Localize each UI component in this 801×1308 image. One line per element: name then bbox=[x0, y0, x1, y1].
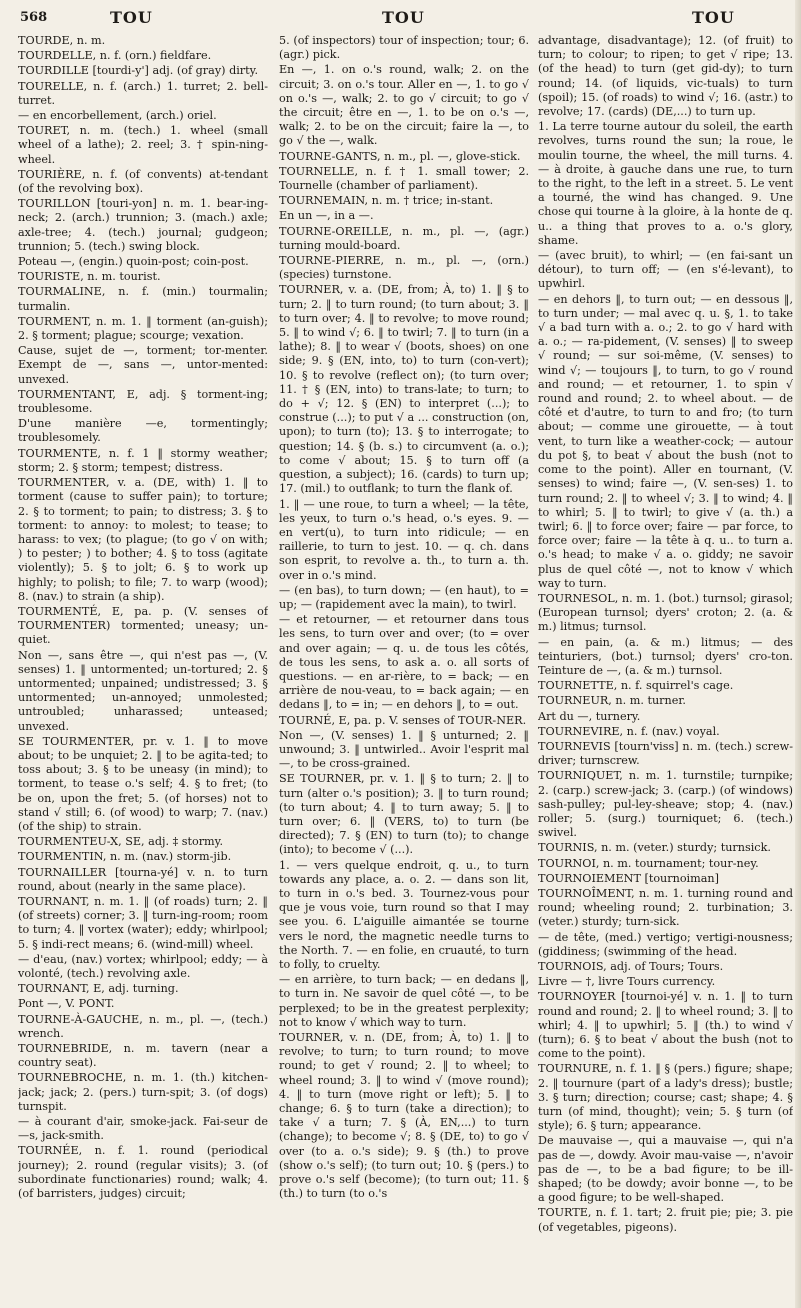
dictionary-entry: TOURNANT, E, adj. turning. bbox=[18, 982, 179, 996]
dictionary-entry: TOURNEVIRE, n. f. (nav.) voyal. bbox=[538, 724, 720, 738]
dictionary-entry: TOURNER, v. a. (DE, from; À, to) 1. ‖ § to turn; 2. ‖ to turn round; (to turn about; 3. ‖ to turn over; 4. ‖ to revolve; to move round; 5. ‖ to wind √; 6. ‖ to twirl; 7. ‖ to turn (in a lathe); 8. ‖ to wear √ (boots, shoes) on one side; 9. § (EN, into, to) to turn (con-vert); 10. § to revolve (reflect on); (to turn over; 11. † § (EN, into) to trans-late; to turn; to do + √; 12. § (EN) to interpret (...); to construe (...); to put √ a ... construction (on, upon); to turn (to); 13. § to interrogate; to question; 14. § (b. s.) to circumvent (a. o.); to come √ about; 15. § to turn off (a question, a subject); 16. (cards) to turn up; 17. (mil.) to outflank; to turn the flank of. bbox=[279, 283, 529, 496]
column-left bbox=[18, 34, 268, 1296]
dictionary-entry: TOURNIS, n. m. (veter.) sturdy; turnsick. bbox=[538, 841, 771, 855]
dictionary-entry: TOURNAILLER [tourna-yé] v. n. to turn round, about (nearly in the same place). bbox=[18, 865, 268, 893]
dictionary-entry: — et retourner, — et retourner dans tous les sens, to turn over and over; (to = over and over again; — q. u. de tous les côtés, de tous les sens, to ask a. o. all sorts of questions. — en ar-rière, to = back; — en arrière de nou-veau, to = back again; — en dedans ‖, to = in; — en dehors ‖, to = out. bbox=[279, 613, 529, 712]
dictionary-entry: TOURNEVIS [tourn'viss] n. m. (tech.) screw-driver; turnscrew. bbox=[538, 739, 793, 768]
dictionary-entry: TOURNE-PIERRE, n. m., pl. —, (orn.) (species) turnstone. bbox=[279, 254, 529, 282]
dictionary-entry: Pont —, V. PONT. bbox=[18, 997, 115, 1011]
dictionary-entry: TOURNEBRIDE, n. m. tavern (near a country seat). bbox=[18, 1042, 268, 1070]
dictionary-entry: TOURDE, n. m. bbox=[18, 34, 106, 47]
dictionary-entry: TOURNOIS, adj. of Tours; Tours. bbox=[538, 960, 724, 973]
dictionary-entry: D'une manière —e, tormentingly; troublesomely. bbox=[18, 417, 268, 445]
dictionary-entry: TOURNETTE, n. f. squirrel's cage. bbox=[538, 679, 734, 693]
page-edge bbox=[795, 0, 801, 1308]
running-header bbox=[0, 8, 801, 32]
dictionary-entry: TOURNE-OREILLE, n. m., pl. —, (agr.) turning mould-board. bbox=[279, 224, 529, 252]
dictionary-entry: — de tête, (med.) vertigo; vertigi-nousness; (giddiness; (swimming of the head. bbox=[538, 930, 793, 958]
dictionary-entry: 1. ‖ — une roue, to turn a wheel; — la tête, les yeux, to turn o.'s head, o.'s eyes. 9. — en vert(u), to turn into ridicule; — en raillerie, to turn to jest. 10. — q. ch. dans son esprit, to revolve a. th., to turn a. th. over in o.'s mind. bbox=[279, 497, 529, 582]
dictionary-entry: Poteau —, (engin.) quoin-post; coin-post. bbox=[18, 255, 249, 269]
running-head-right: TOU bbox=[692, 8, 735, 27]
dictionary-entry: TOURISTE, n. m. tourist. bbox=[18, 270, 161, 284]
column-middle bbox=[279, 34, 529, 1296]
dictionary-entry: TOURMENTER, v. a. (DE, with) 1. ‖ to torment (cause to suffer pain); to torture; 2. § to torment; to pain; to distress; 3. § to torment: to annoy: to molest; to tease; to harass: to vex; (to plague; (to go √ on with; ) to pester; ) to bother; 4. § to toss (agitate violently); 5. § to jolt; 6. § to work up highly; to polish; to file; 7. to warp (wood); 8. (nav.) to strain (a ship). bbox=[18, 476, 268, 603]
dictionary-entry: TOURIÈRE, n. f. (of convents) at-tendant (of the revolving box). bbox=[18, 167, 268, 196]
dictionary-entry: TOURMENTIN, n. m. (nav.) storm-jib. bbox=[18, 850, 232, 864]
dictionary-entry: — à courant d'air, smoke-jack. Fai-seur de —s, jack-smith. bbox=[18, 1115, 268, 1143]
dictionary-entry: 1. — vers quelque endroit, q. u., to turn towards any place, a. o. 2. — dans son lit, to turn in o.'s bed. 3. Tournez-vous pour que je vous voie, turn round so that I may see you. 6. L'aiguille aimantée se tourne vers le nord, the magnetic needle turns to the North. 7. — en folie, en cruauté, to turn to folly, to cruelty. bbox=[279, 858, 529, 971]
dictionary-entry: — en pain, (a. & m.) litmus; — des teinturiers, (bot.) turnsol; dyers' cro-ton. Teinture de —, (a. & m.) turnsol. bbox=[538, 635, 793, 677]
dictionary-entry: TOURMENTE, n. f. 1 ‖ stormy weather; storm; 2. § storm; tempest; distress. bbox=[18, 446, 268, 474]
dictionary-entry: Cause, sujet de —, torment; tor-menter. Exempt de —, sans —, untor-mented: unvexed. bbox=[18, 344, 268, 386]
dictionary-entry: TOURNE-GANTS, n. m., pl. —, glove-stick. bbox=[279, 149, 521, 163]
dictionary-entry: TOURET, n. m. (tech.) 1. wheel (small wheel of a lathe); 2. reel; 3. † spin-ning-wheel. bbox=[18, 124, 268, 166]
dictionary-entry: TOURMENTANT, E, adj. § torment-ing; troublesome. bbox=[18, 387, 268, 416]
dictionary-entry: — en dehors ‖, to turn out; — en dessous ‖, to turn under; — mal avec q. u. §, 1. to take √ a bad turn with a. o.; 2. to go √ hard with a. o.; — ra-pidement, (V. senses) ‖ to sweep √ round; — sur soi-même, (V. senses) to wind √; — toujours ‖, to turn, to go √ round and round; — et retourner, 1. to spin √ round and round; 2. to wheel about. — de côté et d'autre, to turn to and fro; (to turn about; — comme une girouette, — à tout vent, to turn like a weather-cock; — autour du pot §, to beat √ about the bush (not to come to the point). Aller en tournant, (V. senses) to wind; faire —, (V. sen-ses) 1. to turn round; 2. ‖ to wheel √; 3. ‖ to wind; 4. ‖ to whirl; 5. ‖ to twirl; to give √ (a. th.) a twirl; 6. ‖ to force over; faire — par force, to force over; faire — la tête à q. u.. to turn a. o.'s head; to make √ a. o. giddy; ne savoir plus de quel côté —, not to know √ which way to turn. bbox=[538, 292, 793, 590]
dictionary-entry: Non —, sans être —, qui n'est pas —, (V. senses) 1. ‖ untormented; un-tortured; 2. § untormented; unpained; undistressed; 3. § untormented; un-annoyed; unmolested; untroubled; unharassed; unteased; unvexed. bbox=[18, 648, 268, 733]
dictionary-entry: De mauvaise —, qui a mauvaise —, qui n'a pas de —, dowdy. Avoir mau-vaise —, n'avoir pas de —, to be a bad figure; to be ill-shaped; (to be dowdy; avoir bonne —, to be a good figure; to be well-shaped. bbox=[538, 1134, 793, 1205]
dictionary-entry: — (avec bruit), to whirl; — (en fai-sant un détour), to turn off; — (en s'é-levant), to upwhirl. bbox=[538, 249, 793, 291]
dictionary-entry: TOURMALINE, n. f. (min.) tourmalin; turmalin. bbox=[18, 285, 268, 313]
dictionary-entry: TOURNOÎMENT, n. m. 1. turning round and round; wheeling round; 2. turbination; 3. (veter.) sturdy; turn-sick. bbox=[538, 886, 793, 929]
dictionary-entry: TOURNIQUET, n. m. 1. turnstile; turnpike; 2. (carp.) screw-jack; 3. (carp.) (of windows) sash-pulley; pul-ley-sheave; stop; 4. (nav.) roller; 5. (surg.) tourniquet; 6. (tech.) swivel. bbox=[538, 769, 793, 840]
dictionary-entry: En —, 1. on o.'s round, walk; 2. on the circuit; 3. on o.'s tour. Aller en —, 1. to go √ on o.'s —, walk; 2. to go √ circuit; to go √ the circuit; être en —, 1. to be on o.'s —, walk; 2. to be on the circuit; faire la —, to go √ the —, walk. bbox=[279, 63, 529, 148]
dictionary-entry: TOURNÉE, n. f. 1. round (periodical journey); 2. round (regular visits); 3. (of subordinate functionaries) round; walk; 4. (of barristers, judges) circuit; bbox=[18, 1144, 268, 1201]
dictionary-entry: — en arrière, to turn back; — en dedans ‖, to turn in. Ne savoir de quel côté —, to be perplexed; to be in the greatest perplexity; not to know √ which way to turn. bbox=[279, 973, 529, 1029]
running-head-center: TOU bbox=[382, 8, 425, 27]
dictionary-entry: TOURELLE, n. f. (arch.) 1. turret; 2. bell-turret. bbox=[18, 79, 268, 107]
dictionary-entry: TOURNER, v. n. (DE, from; À, to) 1. ‖ to revolve; to turn; to turn round; to move round; to get √ round; 2. ‖ to wheel; to wheel round; 3. ‖ to wind √ (move round); 4. ‖ to turn (move right or left); 5. ‖ to change; 6. § to turn (take a direction); to take √ a turn; 7. § (À, EN,...) to turn (change); to become √; 8. § (DE, to) to go √ over (to a. o.'s side); 9. § (th.) to prove (show o.'s self); (to turn out; 10. § (pers.) to prove o.'s self (become); (to turn out; 11. § (th.) to turn (to o.'s bbox=[279, 1031, 529, 1201]
dictionary-entry: 5. (of inspectors) tour of inspection; tour; 6. (agr.) pick. bbox=[279, 34, 529, 62]
running-head-left: TOU bbox=[110, 8, 153, 27]
page-number: 568 bbox=[20, 10, 48, 25]
dictionary-entry: TOURMENT, n. m. 1. ‖ torment (an-guish); 2. § torment; plague; scourge; vexation. bbox=[18, 314, 268, 343]
dictionary-entry: TOURNESOL, n. m. 1. (bot.) turnsol; girasol; (European turnsol; dyers' croton; 2. (a. & m.) litmus; turnsol. bbox=[538, 591, 793, 634]
dictionary-entry: TOURNELLE, n. f. † 1. small tower; 2. Tournelle (chamber of parliament). bbox=[279, 164, 529, 193]
dictionary-entry: TOURTE, n. f. 1. tart; 2. fruit pie; pie; 3. pie (of vegetables, pigeons). bbox=[538, 1206, 793, 1234]
dictionary-entry: advantage, disadvantage); 12. (of fruit) to turn; to colour; to ripen; to get √ ripe; 13. (of the head) to turn (get gid-dy); to turn round; 14. (of liquids, vic-tuals) to turn (spoil); 15. (of roads) to wind √; 16. (astr.) to revolve; 17. (cards) (DE,...) to turn up. bbox=[538, 34, 793, 119]
dictionary-entry: TOURMENTEU-X, SE, adj. ‡ stormy. bbox=[18, 835, 224, 849]
dictionary-entry: 1. La terre tourne autour du soleil, the earth revolves, turns round the sun; la roue, le moulin tourne, the wheel, the mill turns. 4. — à droite, à gauche dans une rue, to turn to the right, to the left in a street. 5. Le vent a tourné, the wind has changed. 9. Une chose qui tourne à la gloire, à la honte de q. u.. a thing that proves to a. o.'s glory, shame. bbox=[538, 120, 793, 247]
dictionary-entry: TOURNÉ, E, pa. p. V. senses of TOUR-NER. bbox=[279, 713, 527, 727]
dictionary-entry: SE TOURMENTER, pr. v. 1. ‖ to move about; to be unquiet; 2. ‖ to be agita-ted; to toss about; 3. § to be uneasy (in mind); to torment, to tease o.'s self; 4. § to fret; (to be on, upon the fret; 5. (of horses) not to stand √ still; 6. (of wood) to warp; 7. (nav.) (of the ship) to strain. bbox=[18, 734, 268, 833]
dictionary-entry: TOURNOIEMENT [tournoiman] bbox=[538, 871, 719, 885]
dictionary-entry: TOURDILLE [tourdi-y'] adj. (of gray) dirty. bbox=[18, 64, 259, 78]
dictionary-entry: — (en bas), to turn down; — (en haut), to = up; — (rapidement avec la main), to twirl. bbox=[279, 583, 529, 611]
dictionary-entry: TOURNURE, n. f. 1. ‖ § (pers.) figure; shape; 2. ‖ tournure (part of a lady's dress); bustle; 3. § turn; direction; course; cast; shape; 4. § turn (of mind, thought); vein; 5. § turn (of style); 6. § turn; appearance. bbox=[538, 1062, 793, 1133]
dictionary-entry: TOURMENTÉ, E, pa. p. (V. senses of TOURMENTER) tormented; uneasy; un-quiet. bbox=[18, 604, 268, 647]
dictionary-entry: TOURNE-À-GAUCHE, n. m., pl. —, (tech.) wrench. bbox=[18, 1012, 268, 1040]
dictionary-entry: TOURILLON [touri-yon] n. m. 1. bear-ing-neck; 2. (arch.) trunnion; 3. (mach.) axle; axle-tree; 4. (tech.) journal; gudgeon; trunnion; 5. (tech.) swing block. bbox=[18, 197, 268, 253]
dictionary-entry: TOURDELLE, n. f. (orn.) fieldfare. bbox=[18, 49, 212, 63]
dictionary-entry: TOURNEMAIN, n. m. † trice; in-stant. bbox=[279, 194, 494, 208]
dictionary-entry: TOURNEUR, n. m. turner. bbox=[538, 694, 686, 708]
dictionary-entry: — d'eau, (nav.) vortex; whirlpool; eddy; — à volonté, (tech.) revolving axle. bbox=[18, 952, 268, 980]
dictionary-entry: TOURNANT, n. m. 1. ‖ (of roads) turn; 2. ‖ (of streets) corner; 3. ‖ turn-ing-room; room to turn; 4. ‖ vortex (water); eddy; whirlpool; 5. § indi-rect means; 6. (wind-mill) wheel. bbox=[18, 894, 268, 951]
dictionary-entry: Art du —, turnery. bbox=[538, 709, 641, 723]
dictionary-entry: — en encorbellement, (arch.) oriel. bbox=[18, 109, 217, 123]
column-right bbox=[538, 34, 793, 1296]
dictionary-entry: TOURNEBROCHE, n. m. 1. (th.) kitchen-jack; jack; 2. (pers.) turn-spit; 3. (of dogs) turnspit. bbox=[18, 1071, 268, 1113]
dictionary-entry: TOURNOYER [tournoi-yé] v. n. 1. ‖ to turn round and round; 2. ‖ to wheel round; 3. ‖ to whirl; 4. ‖ to upwhirl; 5. ‖ (th.) to wind √ (turn); 6. § to beat √ about the bush (not to come to the point). bbox=[538, 990, 793, 1061]
dictionary-entry: SE TOURNER, pr. v. 1. ‖ § to turn; 2. ‖ to turn (alter o.'s position); 3. ‖ to turn round; (to turn about; 4. ‖ to turn away; 5. ‖ to turn over; 6. ‖ (VERS, to) to turn (be directed); 7. § (EN) to turn (to); to change (into); to become √ (...). bbox=[279, 772, 529, 857]
dictionary-entry: TOURNOI, n. m. tournament; tour-ney. bbox=[538, 856, 759, 870]
dictionary-entry: En un —, in a —. bbox=[279, 209, 374, 223]
dictionary-entry: Livre — †, livre Tours currency. bbox=[538, 975, 716, 989]
dictionary-entry: Non —, (V. senses) 1. ‖ § unturned; 2. ‖ unwound; 3. ‖ untwirled.. Avoir l'esprit mal —, to be cross-grained. bbox=[279, 728, 529, 771]
